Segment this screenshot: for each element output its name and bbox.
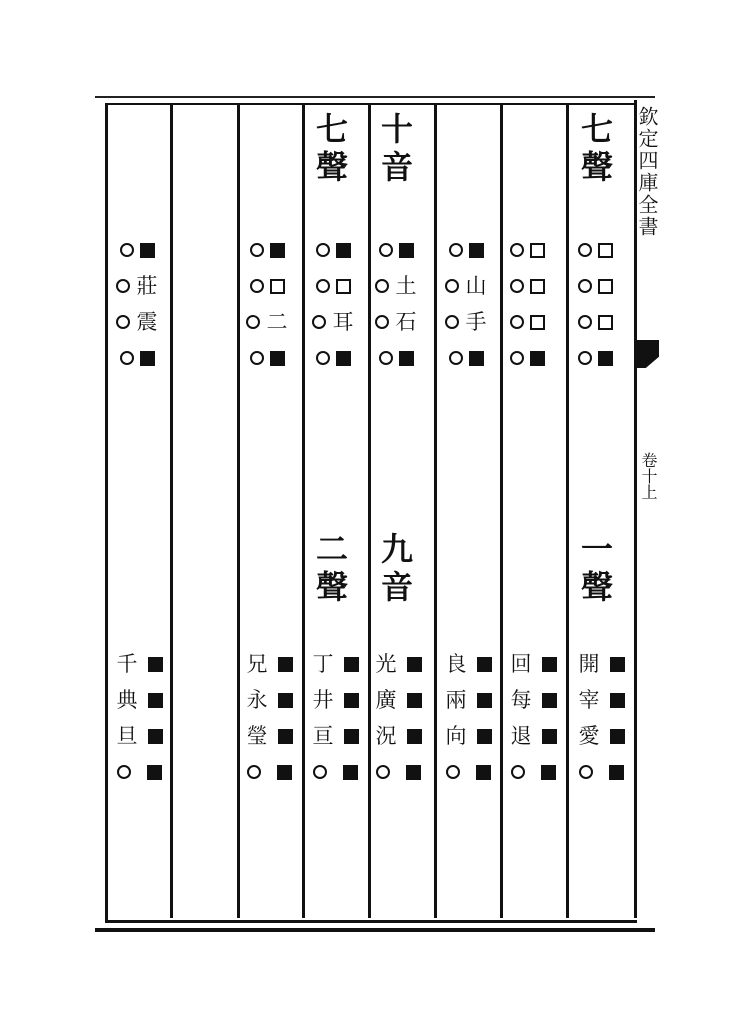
circle-mark: [375, 315, 389, 329]
open-square-mark: [530, 243, 545, 258]
rhyme-char: 震: [136, 310, 158, 334]
filled-square-mark: [407, 657, 422, 672]
circle-mark: [449, 351, 463, 365]
column-rule: [170, 103, 173, 918]
rhyme-char: 土: [395, 274, 417, 298]
open-square-mark: [598, 279, 613, 294]
lower-column: [445, 646, 492, 790]
book-title: 欽定四庫全書: [635, 106, 659, 238]
upper-cell: [578, 340, 613, 376]
circle-mark: [578, 315, 592, 329]
lower-cell: [117, 754, 162, 790]
upper-cell: [449, 340, 484, 376]
open-square-mark: [598, 243, 613, 258]
lower-cell: [578, 682, 625, 718]
filled-square-mark: [407, 729, 422, 744]
circle-mark: [449, 243, 463, 257]
circle-mark: [316, 351, 330, 365]
circle-mark: [247, 765, 261, 779]
filled-square-mark: [147, 765, 162, 780]
rhyme-char: 丁: [312, 652, 334, 676]
volume-label: 卷十上: [639, 452, 658, 500]
header-bottom-col4: 二聲: [311, 532, 349, 608]
upper-cell: [250, 268, 285, 304]
rhyme-char: 廣: [375, 688, 397, 712]
rhyme-char: 瑩: [246, 724, 268, 748]
lower-cell: [376, 754, 421, 790]
column-rule: [566, 103, 569, 918]
rhyme-char: 向: [445, 724, 467, 748]
lower-cell: [510, 646, 557, 682]
upper-cell: [510, 268, 545, 304]
lower-cell: [445, 718, 492, 754]
top-border: [95, 96, 655, 98]
bottom-border: [95, 928, 655, 932]
lower-column: [246, 646, 293, 790]
filled-square-mark: [542, 693, 557, 708]
lower-cell: [578, 718, 625, 754]
upper-cell: [250, 232, 285, 268]
upper-cell: [316, 268, 351, 304]
circle-mark: [445, 315, 459, 329]
filled-square-mark: [148, 729, 163, 744]
rhyme-char: 回: [510, 652, 532, 676]
circle-mark: [379, 351, 393, 365]
filled-square-mark: [140, 243, 155, 258]
lower-column: [116, 646, 163, 790]
header-bottom-col7: 一聲: [576, 532, 614, 608]
rhyme-char: 手: [465, 310, 487, 334]
lower-cell: [445, 682, 492, 718]
filled-square-mark: [344, 729, 359, 744]
filled-square-mark: [148, 657, 163, 672]
circle-mark: [246, 315, 260, 329]
column-rule: [368, 103, 371, 918]
filled-square-mark: [399, 243, 414, 258]
lower-cell: [312, 718, 359, 754]
circle-mark: [511, 765, 525, 779]
circle-mark: [379, 243, 393, 257]
upper-cell: [116, 268, 158, 304]
rhyme-char: 每: [510, 688, 532, 712]
lower-column: [578, 646, 625, 790]
rhyme-char: 典: [116, 688, 138, 712]
upper-cell: [375, 304, 417, 340]
lower-column: [312, 646, 359, 790]
rhyme-char: 退: [510, 724, 532, 748]
circle-mark: [579, 765, 593, 779]
lower-cell: [246, 646, 293, 682]
circle-mark: [312, 315, 326, 329]
circle-mark: [250, 279, 264, 293]
open-square-mark: [270, 279, 285, 294]
lower-cell: [510, 718, 557, 754]
rhyme-char: 旦: [116, 724, 138, 748]
circle-mark: [445, 279, 459, 293]
filled-square-mark: [477, 729, 492, 744]
open-square-mark: [530, 279, 545, 294]
filled-square-mark: [530, 351, 545, 366]
filled-square-mark: [542, 657, 557, 672]
open-square-mark: [598, 315, 613, 330]
lower-cell: [116, 682, 163, 718]
filled-square-mark: [278, 729, 293, 744]
circle-mark: [510, 315, 524, 329]
lower-cell: [116, 646, 163, 682]
lower-cell: [375, 718, 422, 754]
upper-cell: [246, 304, 288, 340]
filled-square-mark: [598, 351, 613, 366]
circle-mark: [375, 279, 389, 293]
lower-column: [375, 646, 422, 790]
lower-cell: [578, 646, 625, 682]
filled-square-mark: [477, 693, 492, 708]
upper-column: [445, 232, 487, 376]
upper-cell: [445, 268, 487, 304]
filled-square-mark: [344, 657, 359, 672]
lower-cell: [313, 754, 358, 790]
lower-cell: [247, 754, 292, 790]
filled-square-mark: [406, 765, 421, 780]
circle-mark: [316, 279, 330, 293]
lower-cell: [116, 718, 163, 754]
circle-mark: [250, 351, 264, 365]
rhyme-char: 石: [395, 310, 417, 334]
filled-square-mark: [610, 657, 625, 672]
upper-cell: [510, 232, 545, 268]
page-frame: [105, 103, 637, 923]
lower-column: [510, 646, 557, 790]
lower-cell: [312, 682, 359, 718]
upper-cell: [116, 304, 158, 340]
rhyme-char: 亘: [312, 724, 334, 748]
upper-column: [116, 232, 158, 376]
upper-cell: [312, 304, 354, 340]
filled-square-mark: [336, 243, 351, 258]
rhyme-char: 二: [266, 310, 288, 334]
upper-cell: [449, 232, 484, 268]
rhyme-char: 況: [375, 724, 397, 748]
rhyme-char: 宰: [578, 688, 600, 712]
filled-square-mark: [407, 693, 422, 708]
rhyme-char: 開: [578, 652, 600, 676]
header-top-col4: 七聲: [311, 112, 349, 188]
upper-cell: [375, 268, 417, 304]
filled-square-mark: [270, 243, 285, 258]
rhyme-char: 愛: [578, 724, 600, 748]
filled-square-mark: [476, 765, 491, 780]
circle-mark: [117, 765, 131, 779]
filled-square-mark: [477, 657, 492, 672]
upper-cell: [316, 340, 351, 376]
circle-mark: [578, 243, 592, 257]
upper-cell: [578, 268, 613, 304]
circle-mark: [116, 279, 130, 293]
filled-square-mark: [469, 243, 484, 258]
filled-square-mark: [541, 765, 556, 780]
upper-cell: [120, 232, 155, 268]
rhyme-char: 光: [375, 652, 397, 676]
circle-mark: [120, 351, 134, 365]
rhyme-char: 莊: [136, 274, 158, 298]
filled-square-mark: [270, 351, 285, 366]
upper-cell: [510, 304, 545, 340]
rhyme-char: 山: [465, 274, 487, 298]
lower-cell: [375, 682, 422, 718]
circle-mark: [376, 765, 390, 779]
upper-cell: [445, 304, 487, 340]
rhyme-char: 兩: [445, 688, 467, 712]
filled-square-mark: [542, 729, 557, 744]
lower-cell: [246, 682, 293, 718]
rhyme-char: 千: [116, 652, 138, 676]
filled-square-mark: [344, 693, 359, 708]
circle-mark: [120, 243, 134, 257]
lower-cell: [510, 682, 557, 718]
open-square-mark: [530, 315, 545, 330]
rhyme-char: 耳: [332, 310, 354, 334]
upper-cell: [379, 340, 414, 376]
circle-mark: [250, 243, 264, 257]
upper-cell: [578, 232, 613, 268]
upper-column: [510, 232, 545, 376]
column-rule: [302, 103, 305, 918]
filled-square-mark: [610, 693, 625, 708]
circle-mark: [578, 351, 592, 365]
circle-mark: [510, 351, 524, 365]
circle-mark: [116, 315, 130, 329]
filled-square-mark: [140, 351, 155, 366]
upper-cell: [578, 304, 613, 340]
lower-cell: [375, 646, 422, 682]
column-rule: [237, 103, 240, 918]
circle-mark: [313, 765, 327, 779]
filled-square-mark: [609, 765, 624, 780]
circle-mark: [446, 765, 460, 779]
upper-cell: [120, 340, 155, 376]
filled-square-mark: [343, 765, 358, 780]
circle-mark: [578, 279, 592, 293]
rhyme-char: 良: [445, 652, 467, 676]
rhyme-char: 兄: [246, 652, 268, 676]
filled-square-mark: [148, 693, 163, 708]
filled-square-mark: [336, 351, 351, 366]
upper-column: [578, 232, 613, 376]
filled-square-mark: [278, 693, 293, 708]
circle-mark: [510, 243, 524, 257]
rhyme-char: 永: [246, 688, 268, 712]
upper-column: [312, 232, 354, 376]
upper-cell: [316, 232, 351, 268]
header-top-col7: 七聲: [576, 112, 614, 188]
lower-cell: [445, 646, 492, 682]
filled-square-mark: [469, 351, 484, 366]
circle-mark: [316, 243, 330, 257]
lower-cell: [446, 754, 491, 790]
lower-cell: [511, 754, 556, 790]
upper-cell: [250, 340, 285, 376]
filled-square-mark: [277, 765, 292, 780]
header-top-col5: 十音: [376, 112, 414, 188]
lower-cell: [246, 718, 293, 754]
upper-column: [246, 232, 288, 376]
upper-cell: [510, 340, 545, 376]
upper-cell: [379, 232, 414, 268]
filled-square-mark: [610, 729, 625, 744]
open-square-mark: [336, 279, 351, 294]
rhyme-char: 井: [312, 688, 334, 712]
header-bottom-col5: 九音: [376, 532, 414, 608]
column-rule: [434, 103, 437, 918]
filled-square-mark: [399, 351, 414, 366]
lower-cell: [312, 646, 359, 682]
column-rule: [500, 103, 503, 918]
upper-column: [375, 232, 417, 376]
circle-mark: [510, 279, 524, 293]
lower-cell: [579, 754, 624, 790]
filled-square-mark: [278, 657, 293, 672]
